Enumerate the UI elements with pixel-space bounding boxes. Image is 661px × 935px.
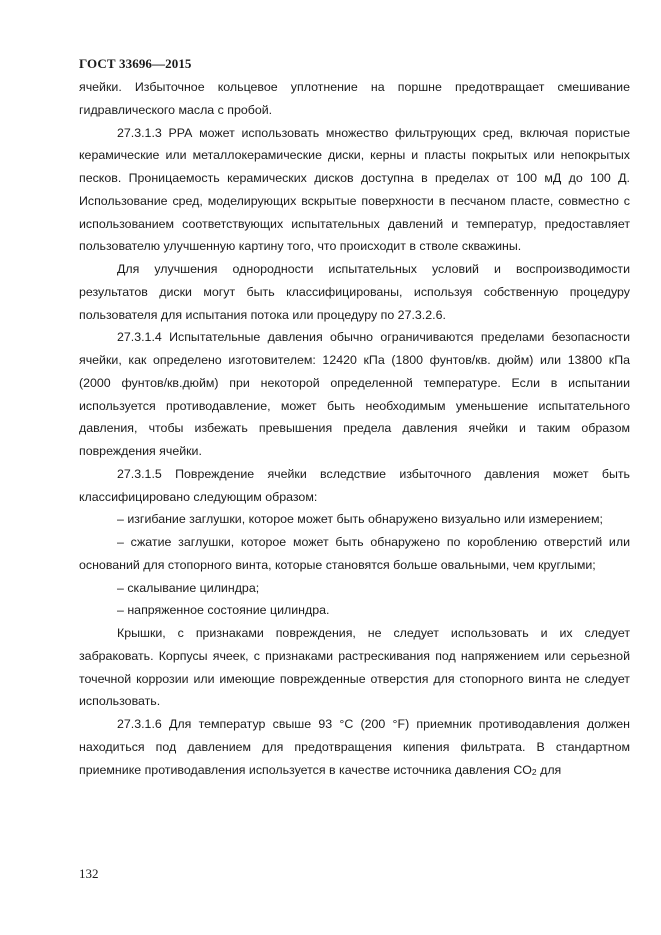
- paragraph-27-3-1-4: 27.3.1.4 Испытательные давления обычно ограничиваются пределами безопасности ячейки, как определено изготовителем: 12420 кПа (1800 фунтов/кв. дюйм) или 13800 кПа (2000 фунтов/кв.дюйм) при некоторой определенной температуре. Если в испытании используется противодавление, может быть необходимым уменьшение испытательного давления, чтобы избежать превышения предела давления ячейки и таким образом повреждения ячейки.: [79, 330, 630, 458]
- paragraph-27-3-1-3: 27.3.1.3 РРА может использовать множество фильтрующих сред, включая пористые керамические или металлокерамические диски, керны и пласты покрытых или непокрытых песков. Проницаемость керамических дисков доступна в пределах от 100 мД до 100 Д. Использование сред, моделирующих вскрытые поверхности в песчаном пласте, совместно с использованием соответствующих испытательных давлений и температур, предоставляет пользователю улучшенную картину того, что происходит в стволе скважины.: [79, 125, 630, 254]
- list-item: – скалывание цилиндра;: [117, 580, 260, 595]
- paragraph: Для улучшения однородности испытательных условий и воспроизводимости результатов диски могут быть классифицированы, используя собственную процедуру пользователя для испытания потока или процедуру по 27.3.2.6.: [79, 262, 630, 322]
- page-number: 132: [79, 866, 99, 881]
- document-header: ГОСТ 33696—2015: [79, 56, 192, 71]
- paragraph-27-3-1-6: [79, 713, 630, 781]
- document-body: [79, 76, 630, 781]
- paragraph: Крышки, с признаками повреждения, не следует использовать и их следует забраковать. Корпусы ячеек, с признаками растрескивания под напряжением или серьезной точечной коррозии или имеющие поврежденные отверстия для стопорного винта не следует использовать.: [79, 626, 630, 709]
- list-item: – изгибание заглушки, которое может быть обнаружено визуально или измерением;: [117, 512, 603, 527]
- paragraph-text: 27.3.1.6 Для температур свыше 93 °C (200 °F) приемник противодавления должен находиться под давлением для предотвращения кипения фильтрата. В стандартном приемнике противодавления используется в качестве источника давления CO: [79, 717, 630, 777]
- paragraph-text-tail: для: [536, 762, 562, 777]
- paragraph: ячейки. Избыточное кольцевое уплотнение на поршне предотвращает смешивание гидравлического масла с пробой.: [79, 80, 630, 117]
- subscript: 2: [531, 766, 537, 777]
- paragraph-27-3-1-5: 27.3.1.5 Повреждение ячейки вследствие избыточного давления может быть классифицировано следующим образом:: [79, 466, 630, 504]
- list-item: – сжатие заглушки, которое может быть обнаружено по короблению отверстий или оснований для стопорного винта, которые становятся больше овальными, чем круглыми;: [79, 535, 630, 572]
- list-item: – напряженное состояние цилиндра.: [117, 603, 330, 618]
